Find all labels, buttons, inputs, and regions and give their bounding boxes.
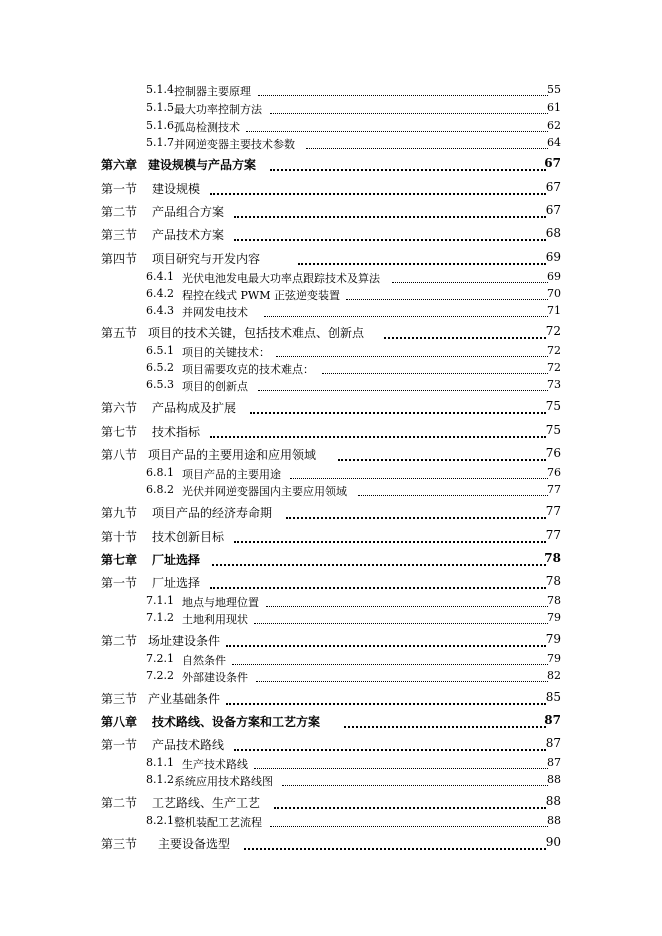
leader-dots	[270, 169, 546, 171]
toc-section-number: 第二节	[101, 634, 138, 648]
toc-chapter-page: 78	[544, 551, 561, 565]
leader-dots	[346, 299, 548, 300]
toc-entry-title: 光伏电池发电最大功率点跟踪技术及算法	[182, 272, 380, 285]
toc-section-number: 第一节	[101, 576, 138, 590]
toc-section-title: 产品构成及扩展	[152, 401, 237, 415]
toc-entry-number: 7.2.2	[146, 669, 174, 682]
toc-entry-number: 6.5.3	[146, 378, 174, 391]
toc-chapter-number: 第六章	[101, 158, 138, 172]
toc-section-title: 产品技术路线	[152, 738, 225, 752]
toc-entry-number: 8.1.2	[146, 773, 174, 786]
toc-section-title: 产业基础条件	[148, 692, 221, 706]
leader-dots	[276, 356, 548, 357]
toc-entry-title: 外部建设条件	[182, 671, 248, 684]
toc-entry-page: 77	[547, 483, 561, 496]
toc-entry-page: 73	[547, 378, 561, 391]
leader-dots	[226, 703, 546, 705]
toc-section-page: 79	[545, 632, 561, 646]
toc-entry-number: 7.2.1	[146, 652, 174, 665]
leader-dots	[256, 681, 548, 682]
toc-entry-title: 自然条件	[182, 654, 226, 667]
toc-entry-number: 6.4.2	[146, 287, 174, 300]
toc-section-title: 厂址选择	[152, 576, 201, 590]
toc-entry-page: 72	[547, 361, 561, 374]
leader-dots	[392, 282, 548, 283]
leader-dots	[226, 645, 546, 647]
toc-entry-page: 69	[547, 270, 561, 283]
toc-entry-title: 整机装配工艺流程	[174, 816, 262, 829]
toc-chapter-page: 87	[544, 713, 561, 727]
toc-section-page: 90	[545, 835, 561, 849]
leader-dots	[234, 541, 546, 543]
toc-entry-page: 88	[547, 773, 561, 786]
toc-section-number: 第四节	[101, 252, 138, 266]
toc-section-title: 工艺路线、生产工艺	[152, 796, 261, 810]
toc-section-title: 场址建设条件	[148, 634, 221, 648]
toc-entry-title: 生产技术路线	[182, 758, 248, 771]
leader-dots	[232, 664, 548, 665]
toc-entry-page: 87	[547, 756, 561, 769]
toc-entry-title: 光伏并网逆变器国内主要应用领域	[182, 485, 347, 498]
toc-section-page: 67	[545, 180, 561, 194]
leader-dots	[264, 316, 548, 317]
toc-section-number: 第八节	[101, 448, 138, 462]
leader-dots	[270, 113, 548, 114]
leader-dots	[298, 263, 546, 265]
leader-dots	[210, 436, 546, 438]
toc-section-number: 第七节	[101, 425, 138, 439]
toc-entry-number: 6.8.2	[146, 483, 174, 496]
leader-dots	[254, 623, 548, 624]
toc-entry-title: 最大功率控制方法	[174, 103, 262, 116]
leader-dots	[244, 848, 546, 850]
toc-entry-page: 82	[547, 669, 561, 682]
toc-section-number: 第六节	[101, 401, 138, 415]
leader-dots	[282, 785, 548, 786]
toc-section-page: 69	[545, 250, 561, 264]
toc-section-number: 第十节	[101, 530, 138, 544]
leader-dots	[258, 95, 548, 96]
toc-chapter-title: 建设规模与产品方案	[148, 158, 257, 172]
toc-section-page: 88	[545, 794, 561, 808]
toc-chapter-number: 第七章	[101, 553, 138, 567]
toc-entry-title: 项目产品的主要用途	[182, 468, 281, 481]
toc-entry-page: 71	[547, 304, 561, 317]
toc-entry-number: 5.1.7	[146, 136, 174, 149]
leader-dots	[258, 390, 548, 391]
leader-dots	[344, 726, 546, 728]
toc-section-number: 第一节	[101, 182, 138, 196]
toc-section-number: 第三节	[101, 692, 138, 706]
toc-entry-title: 地点与地理位置	[182, 596, 259, 609]
leader-dots	[338, 459, 546, 461]
leader-dots	[250, 412, 546, 414]
toc-entry-title: 项目的关键技术：	[182, 346, 270, 359]
toc-section-page: 85	[545, 690, 561, 704]
toc-entry-title: 孤岛检测技术	[174, 121, 240, 134]
toc-section-title: 主要设备选型	[158, 837, 231, 851]
toc-section-title: 项目研究与开发内容	[152, 252, 261, 266]
leader-dots	[212, 564, 546, 566]
toc-entry-number: 6.5.2	[146, 361, 174, 374]
toc-entry-title: 程控在线式 PWM 正弦逆变装置	[182, 289, 340, 302]
toc-chapter-title: 厂址选择	[152, 553, 201, 567]
toc-entry-number: 5.1.4	[146, 83, 174, 96]
leader-dots	[246, 131, 548, 132]
toc-section-title: 项目的技术关键，包括技术难点、创新点	[148, 326, 365, 340]
toc-entry-page: 76	[547, 466, 561, 479]
toc-entry-page: 78	[547, 594, 561, 607]
toc-section-number: 第二节	[101, 796, 138, 810]
toc-section-page: 87	[545, 736, 561, 750]
toc-entry-page: 88	[547, 814, 561, 827]
leader-dots	[358, 495, 548, 496]
leader-dots	[254, 768, 548, 769]
toc-entry-page: 79	[547, 611, 561, 624]
toc-entry-title: 控制器主要原理	[174, 85, 251, 98]
toc-section-page: 77	[545, 528, 561, 542]
toc-entry-number: 5.1.5	[146, 101, 174, 114]
toc-section-number: 第九节	[101, 506, 138, 520]
toc-entry-number: 6.5.1	[146, 344, 174, 357]
toc-entry-page: 79	[547, 652, 561, 665]
toc-entry-title: 并网发电技术	[182, 306, 248, 319]
toc-section-number: 第一节	[101, 738, 138, 752]
leader-dots	[274, 807, 546, 809]
toc-entry-number: 6.8.1	[146, 466, 174, 479]
toc-section-title: 技术创新目标	[152, 530, 225, 544]
toc-section-title: 产品技术方案	[152, 228, 225, 242]
toc-entry-page: 55	[547, 83, 561, 96]
toc-section-page: 78	[545, 574, 561, 588]
toc-section-title: 技术指标	[152, 425, 201, 439]
toc-entry-page: 64	[547, 136, 561, 149]
toc-section-title: 产品组合方案	[152, 205, 225, 219]
toc-section-number: 第三节	[101, 837, 138, 851]
leader-dots	[234, 216, 546, 218]
toc-entry-page: 61	[547, 101, 561, 114]
toc-section-number: 第三节	[101, 228, 138, 242]
toc-chapter-page: 67	[544, 156, 561, 170]
toc-entry-title: 项目的创新点	[182, 380, 248, 393]
toc-entry-number: 5.1.6	[146, 119, 174, 132]
toc-entry-number: 7.1.2	[146, 611, 174, 624]
leader-dots	[234, 239, 546, 241]
leader-dots	[234, 749, 546, 751]
toc-entry-page: 62	[547, 119, 561, 132]
toc-section-title: 项目产品的经济寿命期	[152, 506, 273, 520]
toc-entry-number: 8.1.1	[146, 756, 174, 769]
leader-dots	[286, 517, 546, 519]
toc-entry-title: 并网逆变器主要技术参数	[174, 138, 295, 151]
toc-entry-number: 6.4.3	[146, 304, 174, 317]
toc-section-number: 第二节	[101, 205, 138, 219]
toc-entry-title: 土地利用现状	[182, 613, 248, 626]
toc-section-title: 项目产品的主要用途和应用领域	[148, 448, 317, 462]
toc-section-page: 75	[545, 399, 561, 413]
leader-dots	[322, 373, 548, 374]
leader-dots	[266, 606, 548, 607]
leader-dots	[384, 337, 546, 339]
leader-dots	[306, 148, 548, 149]
leader-dots	[210, 193, 546, 195]
toc-chapter-title: 技术路线、设备方案和工艺方案	[152, 715, 321, 729]
leader-dots	[290, 478, 548, 479]
toc-entry-title: 项目需要攻克的技术难点：	[182, 363, 314, 376]
leader-dots	[270, 826, 548, 827]
toc-section-title: 建设规模	[152, 182, 201, 196]
toc-section-page: 68	[545, 226, 561, 240]
leader-dots	[210, 587, 546, 589]
toc-section-page: 75	[545, 423, 561, 437]
toc-entry-number: 6.4.1	[146, 270, 174, 283]
toc-section-page: 67	[545, 203, 561, 217]
toc-entry-page: 70	[547, 287, 561, 300]
toc-entry-number: 8.2.1	[146, 814, 174, 827]
toc-section-number: 第五节	[101, 326, 138, 340]
toc-entry-number: 7.1.1	[146, 594, 174, 607]
toc-entry-page: 72	[547, 344, 561, 357]
toc-entry-title: 系统应用技术路线图	[174, 775, 273, 788]
toc-section-page: 72	[545, 324, 561, 338]
toc-section-page: 77	[545, 504, 561, 518]
toc-section-page: 76	[545, 446, 561, 460]
toc-chapter-number: 第八章	[101, 715, 138, 729]
